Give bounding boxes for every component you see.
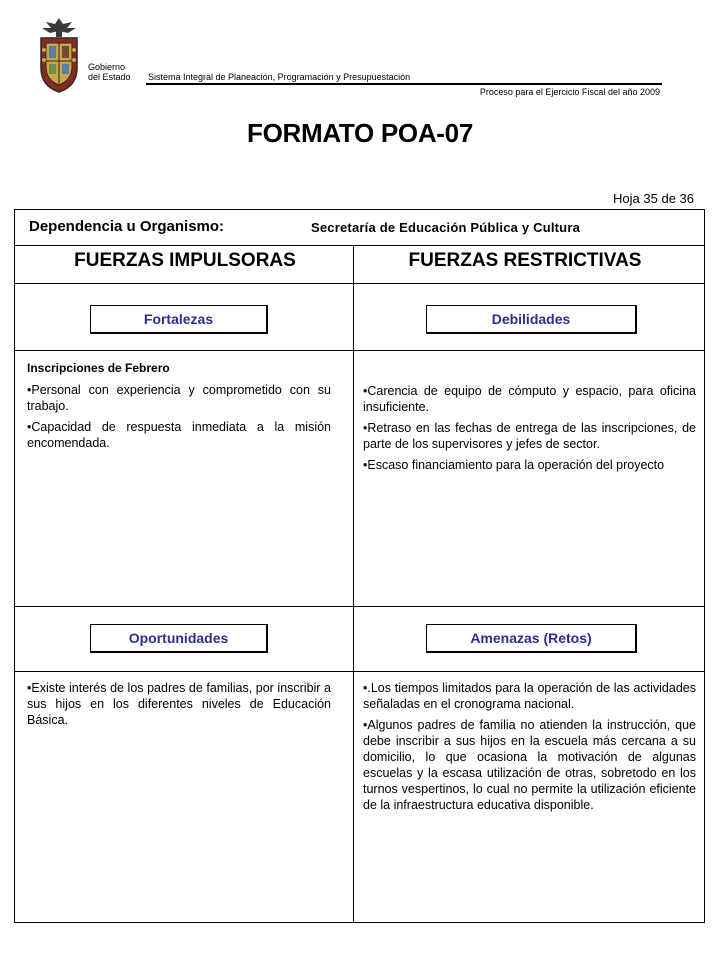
column-divider [353,245,354,922]
dependency-value: Secretaría de Educación Pública y Cultura [311,220,581,235]
list-item: •Personal con experiencia y comprometido con su trabajo. [27,383,331,413]
list-item: •Capacidad de respuesta inmediata a la misión encomendada. [27,420,331,450]
opportunities-label: Oportunidades [90,624,268,653]
system-title: Sistema Integral de Planeación, Programación y Presupuestación [148,72,411,82]
threats-content [363,680,696,818]
process-label: Proceso para el Ejercicio Fiscal del año 2009 [479,87,660,97]
government-label-line2: del Estado [88,72,131,82]
threats-label: Amenazas (Retos) [426,624,637,653]
sheet-number: Hoja 35 de 36 [613,191,694,206]
header-divider [146,83,662,85]
row-divider [15,350,704,351]
row-divider [15,245,704,246]
list-item: •Carencia de equipo de cómputo y espacio, para oficina insuficiente. [363,384,696,414]
list-item: •Algunos padres de familia no atienden la instrucción, que debe inscribir a sus hijos en la escuela más cercana a su domicilio, lo que ocasiona la motivación de algunas escuelas y la escasa utilización de otras, sobretodo en los turnos vespertinos, lo cual no permite la utilización eficiente de la infraestructura educativa disponible. [363,718,696,812]
list-item: •Escaso financiamiento para la operación del proyecto [363,458,665,472]
row-divider [15,671,704,672]
list-item: •Retraso en las fechas de entrega de las inscripciones, de parte de los supervisores y jefes de sector. [363,421,696,451]
row-divider [15,283,704,284]
strengths-content [27,360,331,456]
list-item: •.Los tiempos limitados para la operación de las actividades señaladas en el cronograma nacional. [363,681,696,711]
strengths-label: Fortalezas [90,305,268,334]
dependency-label: Dependencia u Organismo: [29,218,225,235]
weaknesses-content [363,383,696,478]
state-seal-icon [36,16,82,96]
column-header-driving-forces: FUERZAS IMPULSORAS [74,250,296,271]
government-label-line1: Gobierno [88,62,126,72]
strengths-subtitle: Inscripciones de Febrero [27,361,170,375]
opportunities-content [27,680,331,733]
list-item: •Existe interés de los padres de familias, por inscribir a sus hijos en los diferentes niveles de Educación Básica. [27,681,331,727]
weaknesses-label: Debilidades [426,305,637,334]
analysis-table [14,209,705,923]
page-title: FORMATO POA-07 [247,118,473,148]
column-header-restraining-forces: FUERZAS RESTRICTIVAS [408,250,642,271]
row-divider [15,606,704,607]
